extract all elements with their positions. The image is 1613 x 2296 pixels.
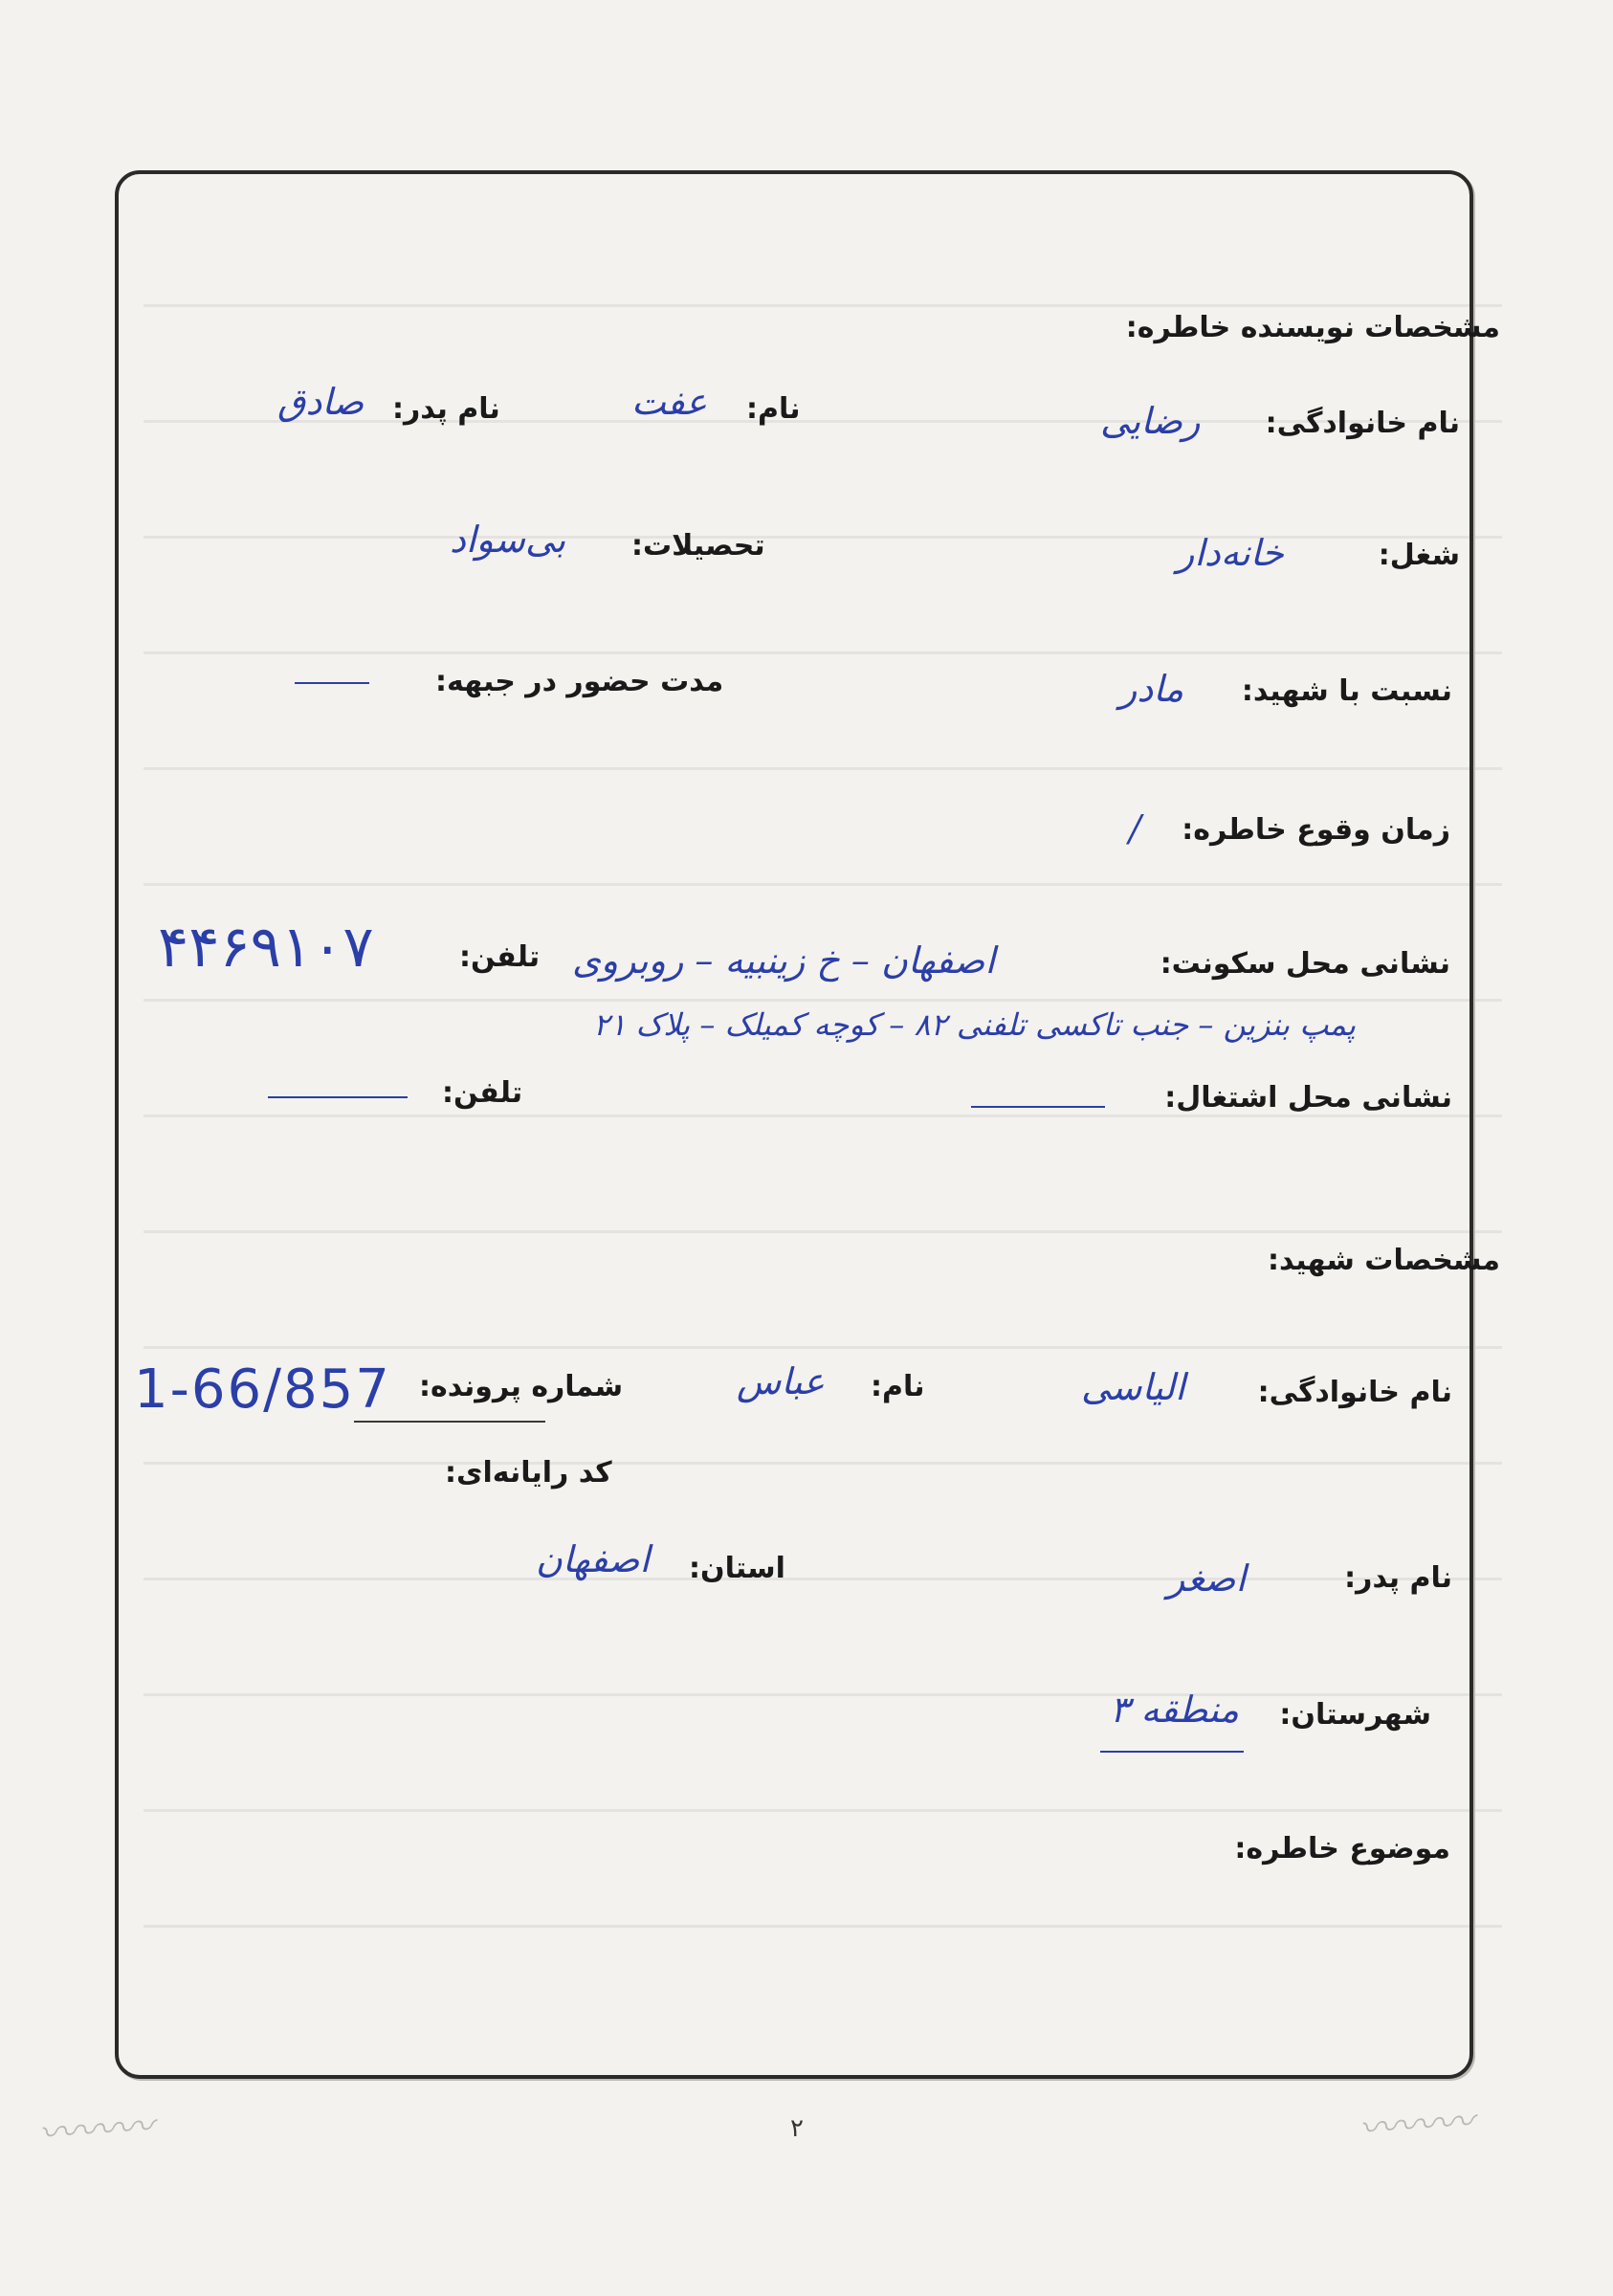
author-work-phone-dash	[268, 1096, 408, 1098]
author-front-duration-dash	[295, 682, 369, 684]
author-residence-value-line1: اصفهان – خ زینبیه – روبروی	[572, 939, 996, 982]
page-number: ۲	[790, 2114, 804, 2143]
author-name-value: عفت	[631, 381, 708, 423]
martyr-memory-subject-label: موضوع خاطره:	[1234, 1832, 1450, 1866]
martyr-father-name-value: اصغر	[1167, 1557, 1247, 1600]
martyr-province-value: اصفهان	[536, 1538, 651, 1580]
martyr-name-value: عباس	[737, 1360, 826, 1402]
martyr-computer-code-label: کد رایانه‌ای:	[445, 1456, 612, 1490]
martyr-city-label: شهرستان:	[1279, 1698, 1431, 1732]
martyr-father-name-label: نام پدر:	[1344, 1561, 1452, 1595]
author-job-label: شغل:	[1378, 539, 1460, 572]
martyr-family-name-value: الیاسی	[1081, 1366, 1185, 1408]
author-education-label: تحصیلات:	[631, 529, 765, 563]
form-frame	[115, 170, 1473, 2079]
martyr-city-value: منطقه ۳	[1110, 1689, 1240, 1731]
author-section-heading: مشخصات نویسنده خاطره:	[1125, 311, 1500, 344]
author-relation-value: مادر	[1119, 668, 1184, 710]
signature-right: 〰︎〰︎〰︎	[1357, 2099, 1475, 2152]
author-education-value: بی‌سواد	[450, 519, 566, 561]
author-memory-time-value: /	[1129, 807, 1141, 850]
author-residence-label: نشانی محل سکونت:	[1160, 947, 1450, 981]
martyr-file-number-value: 1-66/857	[134, 1358, 391, 1421]
martyr-file-number-underline	[354, 1421, 545, 1423]
signature-left: 〰︎〰︎〰︎	[36, 2104, 155, 2157]
author-front-duration-label: مدت حضور در جبهه:	[435, 665, 724, 698]
author-work-phone-label: تلفن:	[442, 1076, 523, 1110]
author-phone-value: ۴۴۶۹۱۰۷	[158, 914, 374, 981]
author-family-name-value: رضایی	[1100, 400, 1201, 442]
author-relation-label: نسبت با شهید:	[1241, 674, 1452, 708]
author-father-name-value: صادق	[277, 381, 365, 423]
author-family-name-label: نام خانوادگی:	[1265, 407, 1460, 440]
martyr-city-underline	[1100, 1751, 1244, 1753]
author-name-label: نام:	[746, 392, 801, 426]
author-work-address-label: نشانی محل اشتغال:	[1164, 1081, 1452, 1115]
martyr-section-heading: مشخصات شهید:	[1267, 1244, 1500, 1277]
author-father-name-label: نام پدر:	[392, 392, 500, 426]
author-phone-label: تلفن:	[459, 940, 541, 974]
martyr-file-number-label: شماره پرونده:	[419, 1370, 624, 1403]
author-residence-value-line2: پمپ بنزین – جنب تاکسی تلفنی ۸۲ – کوچه کمیلک – پلاک ۲۱	[593, 1006, 1357, 1043]
martyr-name-label: نام:	[871, 1370, 925, 1403]
martyr-family-name-label: نام خانوادگی:	[1257, 1376, 1452, 1409]
martyr-province-label: استان:	[689, 1552, 785, 1585]
author-job-value: خانه‌دار	[1177, 532, 1284, 574]
author-memory-time-label: زمان وقوع خاطره:	[1182, 813, 1450, 847]
author-work-address-dash	[971, 1106, 1105, 1108]
